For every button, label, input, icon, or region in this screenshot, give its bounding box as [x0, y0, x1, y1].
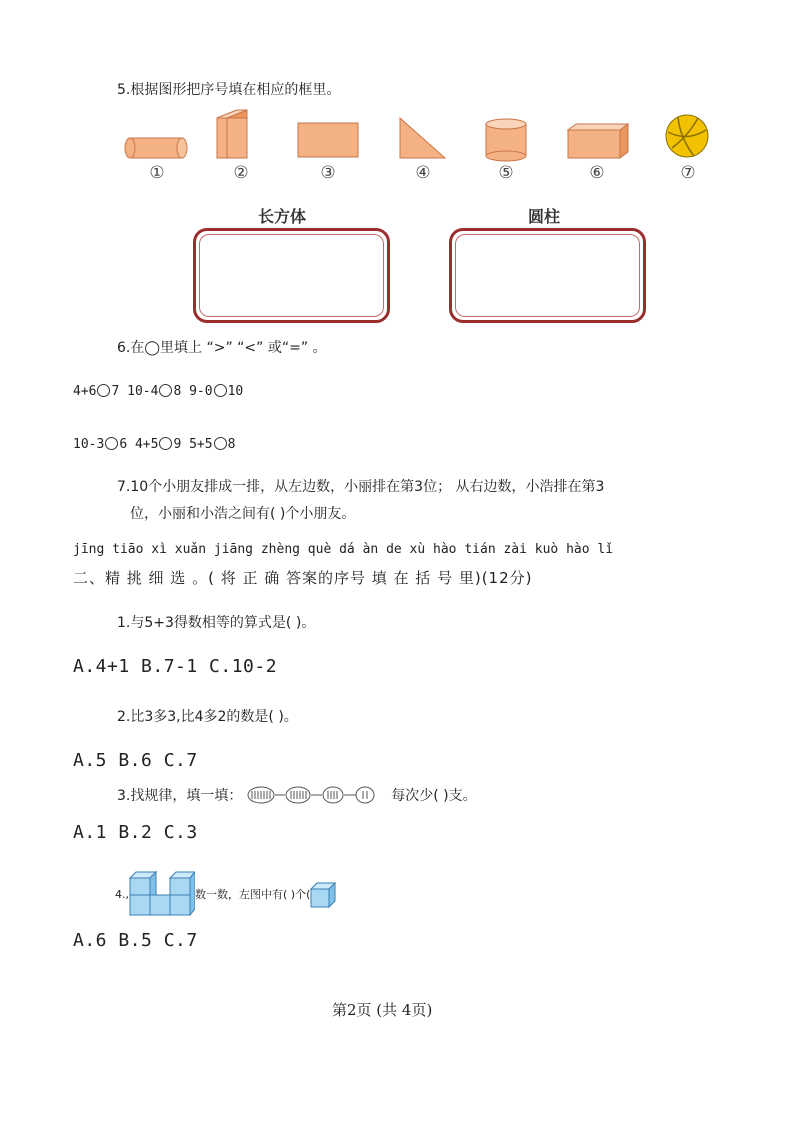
- p4-row: [115, 870, 336, 916]
- q6-text: 6.在◯里填上 “>” “<” 或“=” 。: [117, 340, 327, 356]
- q6-row-2: 10-3 6 4+5 9 5+5 8: [73, 437, 236, 452]
- shapes-row: [120, 108, 720, 168]
- cube-stack-image: [129, 870, 195, 916]
- shape-label-1: ①: [149, 163, 165, 183]
- rectangle-shape: [298, 123, 358, 157]
- box-right-title: 圆柱: [528, 207, 561, 226]
- compare-circle[interactable]: [97, 384, 110, 397]
- p2-text: 2.比3多3,比4多2的数是( )。: [117, 709, 298, 725]
- section2-pinyin: jīng tiāo xì xuǎn jiāng zhèng què dá àn de xù hào tián zài kuò hào lǐ: [73, 542, 614, 557]
- shape-label-3: ③: [320, 163, 336, 183]
- tall-cuboid-shape: [217, 110, 247, 158]
- cylinder-answer-box[interactable]: [449, 228, 646, 323]
- q7-line-2: 位，小丽和小浩之间有( )个小朋友。: [130, 506, 356, 522]
- q7-line-1: 7.10个小朋友排成一排，从左边数，小丽排在第3位； 从右边数，小浩排在第3: [117, 479, 605, 495]
- compare-circle[interactable]: [214, 437, 227, 450]
- shape-label-4: ④: [415, 163, 431, 183]
- compare-circle[interactable]: [159, 437, 172, 450]
- p2-options: A.5 B.6 C.7: [73, 750, 198, 771]
- shape-label-5: ⑤: [498, 163, 514, 183]
- box-left-title: 长方体: [258, 207, 307, 226]
- page-footer: 第2页 (共 4页): [332, 1001, 433, 1019]
- cylinder-standing-shape: [486, 119, 526, 161]
- pencil-pattern-image: [247, 784, 387, 806]
- shape-label-2: ②: [233, 163, 249, 183]
- p1-options: A.4+1 B.7-1 C.10-2: [73, 656, 278, 677]
- flat-cuboid-shape: [568, 124, 628, 158]
- single-cube-icon: [310, 882, 336, 908]
- p1-text: 1.与5+3得数相等的算式是( )。: [117, 615, 316, 631]
- p4-prefix: 4.,: [115, 888, 129, 901]
- cylinder-horizontal-shape: [125, 138, 187, 158]
- p4-text: 数一数，左图中有( )个(: [195, 888, 311, 901]
- volleyball-shape: [666, 115, 708, 157]
- q5-text: 5.根据图形把序号填在相应的框里。: [117, 82, 341, 98]
- p4-options: A.6 B.5 C.7: [73, 930, 198, 951]
- compare-circle[interactable]: [159, 384, 172, 397]
- compare-circle[interactable]: [105, 437, 118, 450]
- triangle-shape: [400, 118, 445, 158]
- q6-row-1: 4+6 7 10-4 8 9-0 10: [73, 384, 244, 399]
- shape-label-6: ⑥: [589, 163, 605, 183]
- shape-label-7: ⑦: [680, 163, 696, 183]
- section2-title: 二、精 挑 细 选 。( 将 正 确 答案的序号 填 在 括 号 里)(12分): [73, 569, 533, 587]
- cuboid-answer-box[interactable]: [193, 228, 390, 323]
- p3-text: 3.找规律，填一填： 每次少( )支。: [117, 784, 477, 806]
- p3-options: A.1 B.2 C.3: [73, 822, 198, 843]
- compare-circle[interactable]: [214, 384, 227, 397]
